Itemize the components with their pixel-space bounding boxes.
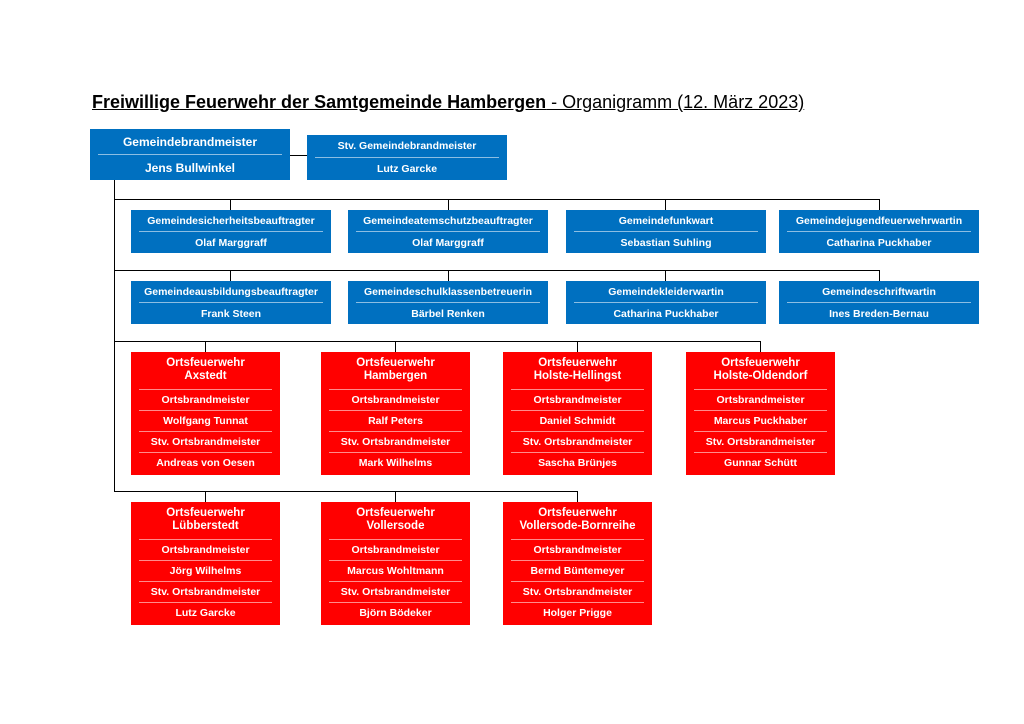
station-type: Ortsfeuerwehr bbox=[721, 357, 800, 369]
chief-role: Ortsbrandmeister bbox=[161, 544, 250, 556]
title-suffix: - Organigramm (12. März 2023) bbox=[546, 92, 805, 112]
officer-box bbox=[566, 210, 766, 253]
station-name: Holste-Hellingst bbox=[533, 370, 622, 382]
officer-name: Olaf Marggraff bbox=[412, 236, 484, 249]
deputy-name: Lutz Garcke bbox=[175, 607, 236, 619]
connector-row3-drop bbox=[395, 341, 396, 352]
page-title bbox=[92, 92, 804, 113]
officer-role: Gemeindeschriftwartin bbox=[822, 285, 936, 298]
deputy-name: Lutz Garcke bbox=[376, 163, 438, 175]
chief-role: Ortsbrandmeister bbox=[533, 544, 622, 556]
chief-role: Ortsbrandmeister bbox=[533, 394, 622, 406]
connector-row1-drop bbox=[665, 199, 666, 210]
officer-name: Ines Breden-Bernau bbox=[829, 307, 929, 320]
connector-row3-drop bbox=[760, 341, 761, 352]
station-box bbox=[321, 502, 470, 625]
chief-name: Ralf Peters bbox=[368, 415, 423, 427]
station-name: Vollersode bbox=[366, 520, 425, 532]
officer-role: Gemeindeatemschutzbeauftragter bbox=[363, 214, 533, 227]
chief-role: Ortsbrandmeister bbox=[716, 394, 805, 406]
deputy-name: Sascha Brünjes bbox=[538, 457, 617, 469]
officer-box bbox=[779, 210, 979, 253]
station-type: Ortsfeuerwehr bbox=[538, 357, 617, 369]
connector-row1-drop bbox=[448, 199, 449, 210]
station-box bbox=[686, 352, 835, 475]
station-type: Ortsfeuerwehr bbox=[166, 357, 245, 369]
connector-row2-drop bbox=[230, 270, 231, 281]
station-type: Ortsfeuerwehr bbox=[356, 357, 435, 369]
connector-row3-drop bbox=[205, 341, 206, 352]
connector-row2-drop bbox=[665, 270, 666, 281]
station-header bbox=[503, 352, 652, 389]
connector-row2-drop bbox=[879, 270, 880, 281]
officer-role: Gemeindejugendfeuerwehrwartin bbox=[795, 214, 963, 227]
deputy-role: Stv. Ortsbrandmeister bbox=[522, 586, 633, 598]
deputy-name: Gunnar Schütt bbox=[724, 457, 797, 469]
station-header bbox=[321, 352, 470, 389]
station-box bbox=[503, 502, 652, 625]
chief-role: Ortsbrandmeister bbox=[351, 544, 440, 556]
connector-row1-drop bbox=[230, 199, 231, 210]
leader-box bbox=[90, 129, 290, 180]
deputy-role: Stv. Ortsbrandmeister bbox=[522, 436, 633, 448]
station-box bbox=[131, 502, 280, 625]
chief-name: Jörg Wilhelms bbox=[169, 565, 242, 577]
connector-row3-bar bbox=[114, 341, 761, 342]
station-box bbox=[131, 352, 280, 475]
connector-row3-drop bbox=[577, 341, 578, 352]
connector-row1-drop bbox=[879, 199, 880, 210]
deputy-role: Stv. Ortsbrandmeister bbox=[340, 436, 451, 448]
deputy-name: Björn Bödeker bbox=[359, 607, 432, 619]
chief-name: Wolfgang Tunnat bbox=[163, 415, 248, 427]
station-type: Ortsfeuerwehr bbox=[166, 507, 245, 519]
connector-row1-bar bbox=[114, 199, 880, 200]
chief-role: Ortsbrandmeister bbox=[351, 394, 440, 406]
deputy-box bbox=[307, 135, 507, 180]
chief-name: Daniel Schmidt bbox=[539, 415, 616, 427]
deputy-role: Stv. Ortsbrandmeister bbox=[150, 586, 261, 598]
deputy-name: Holger Prigge bbox=[543, 607, 612, 619]
connector-row4-drop bbox=[205, 491, 206, 502]
officer-name: Olaf Marggraff bbox=[195, 236, 267, 249]
connector-trunk bbox=[114, 180, 115, 492]
deputy-name: Mark Wilhelms bbox=[358, 457, 433, 469]
connector-row2-drop bbox=[448, 270, 449, 281]
chief-name: Bernd Büntemeyer bbox=[530, 565, 625, 577]
chief-name: Marcus Wohltmann bbox=[347, 565, 444, 577]
officer-box bbox=[779, 281, 979, 324]
officer-role: Gemeindekleiderwartin bbox=[608, 285, 724, 298]
officer-box bbox=[566, 281, 766, 324]
station-name: Axstedt bbox=[184, 370, 227, 382]
officer-role: Gemeindeausbildungsbeauftragter bbox=[144, 285, 318, 298]
officer-box bbox=[348, 281, 548, 324]
officer-role: Gemeindefunkwart bbox=[618, 214, 714, 227]
station-header bbox=[321, 502, 470, 539]
officer-role: Gemeindesicherheitsbeauftragter bbox=[147, 214, 315, 227]
officer-name: Catharina Puckhaber bbox=[613, 307, 719, 320]
station-name: Holste-Oldendorf bbox=[713, 370, 808, 382]
deputy-name: Andreas von Oesen bbox=[156, 457, 255, 469]
station-type: Ortsfeuerwehr bbox=[356, 507, 435, 519]
officer-box bbox=[131, 210, 331, 253]
officer-name: Frank Steen bbox=[200, 307, 262, 320]
connector-row4-drop bbox=[577, 491, 578, 502]
connector-row2-bar bbox=[114, 270, 880, 271]
officer-box bbox=[131, 281, 331, 324]
chief-name: Marcus Puckhaber bbox=[713, 415, 808, 427]
station-header bbox=[503, 502, 652, 539]
officer-box bbox=[348, 210, 548, 253]
station-name: Lübberstedt bbox=[172, 520, 239, 532]
station-header bbox=[131, 502, 280, 539]
station-name: Hambergen bbox=[363, 370, 428, 382]
officer-name: Bärbel Renken bbox=[411, 307, 485, 320]
title-main: Freiwillige Feuerwehr der Samtgemeinde Hambergen bbox=[92, 92, 547, 112]
station-box bbox=[503, 352, 652, 475]
station-name: Vollersode-Bornreihe bbox=[519, 520, 636, 532]
station-header bbox=[131, 352, 280, 389]
station-type: Ortsfeuerwehr bbox=[538, 507, 617, 519]
deputy-role: Stv. Ortsbrandmeister bbox=[705, 436, 816, 448]
deputy-role: Stv. Ortsbrandmeister bbox=[340, 586, 451, 598]
station-header bbox=[686, 352, 835, 389]
leader-role: Gemeindebrandmeister bbox=[122, 134, 258, 149]
deputy-role: Stv. Gemeindebrandmeister bbox=[337, 140, 477, 152]
connector-row4-bar bbox=[114, 491, 578, 492]
connector-deputy bbox=[290, 155, 307, 156]
officer-name: Catharina Puckhaber bbox=[826, 236, 932, 249]
connector-row4-drop bbox=[395, 491, 396, 502]
chief-role: Ortsbrandmeister bbox=[161, 394, 250, 406]
deputy-role: Stv. Ortsbrandmeister bbox=[150, 436, 261, 448]
leader-name: Jens Bullwinkel bbox=[144, 160, 236, 175]
station-box bbox=[321, 352, 470, 475]
officer-role: Gemeindeschulklassenbetreuerin bbox=[363, 285, 533, 298]
officer-name: Sebastian Suhling bbox=[620, 236, 712, 249]
